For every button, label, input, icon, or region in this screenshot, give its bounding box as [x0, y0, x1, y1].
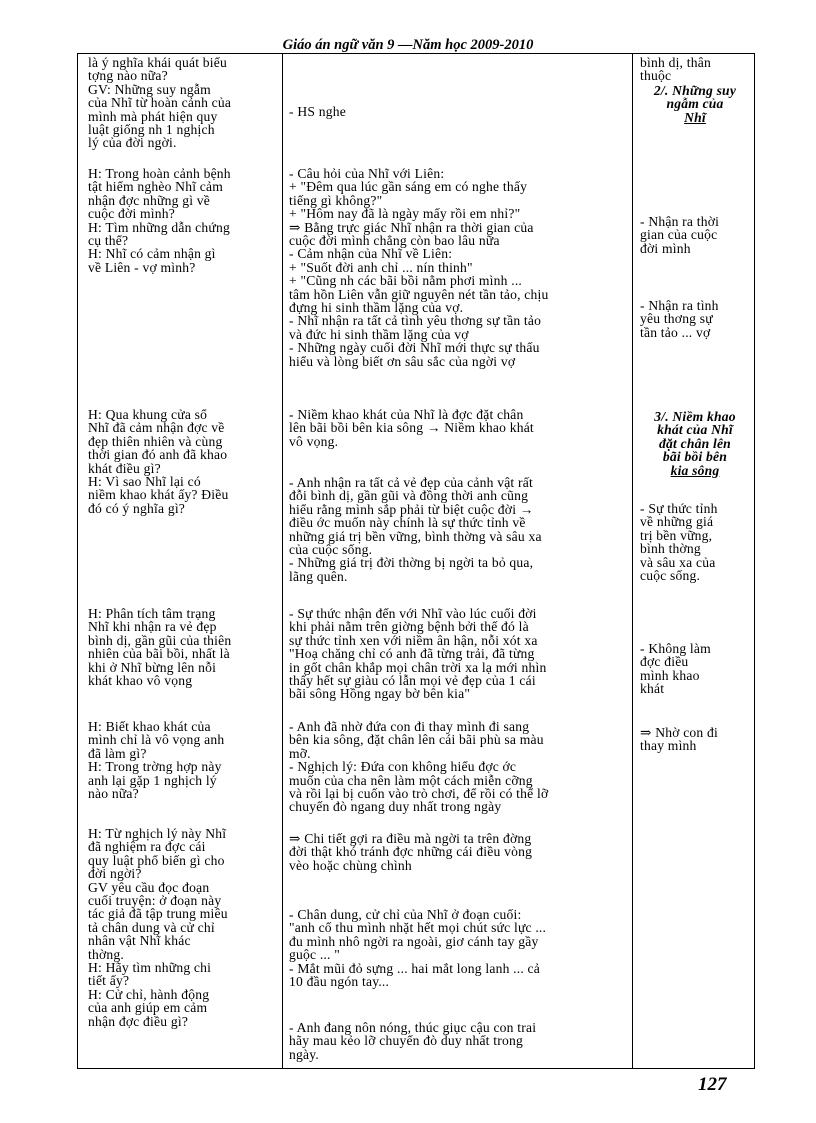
- col3-block: [640, 642, 750, 696]
- text-line: đã làm gì?: [88, 745, 147, 761]
- text-line: tác giả đã tập trung miêu: [88, 906, 228, 922]
- text-line: điều ớc muốn này chính là sự thức tỉnh về: [289, 515, 526, 531]
- text-line: - HS nghe: [289, 104, 346, 119]
- text-line: gian của cuộc: [640, 227, 718, 243]
- text-line: bình dị, gần gũi của thiên: [88, 632, 232, 648]
- text-line: nhân vật Nhĩ khác: [88, 933, 191, 949]
- text-line: tợng nào nữa?: [88, 68, 168, 84]
- column-divider-1: [282, 53, 283, 1069]
- text-line: yêu thơng sự: [640, 311, 713, 327]
- text-line: - Nhận ra tình: [640, 298, 719, 313]
- text-line: thời gian đó anh đã khao: [88, 447, 228, 463]
- text-line: hiểu và lòng biết ơn sâu sắc của ngời vợ: [289, 353, 516, 369]
- text-line: đỗi bình dị, gần gũi và đồng thời anh cũng: [289, 488, 529, 504]
- text-line: tiếng gì không?": [289, 192, 383, 208]
- text-line: - Nghịch lý: Đứa con không hiểu đợc ớc: [289, 759, 517, 775]
- text-line: khi ở Nhĩ bừng lên nỗi: [88, 659, 217, 675]
- text-line: - Anh đang nôn nóng, thúc giục cậu con trai: [289, 1020, 537, 1035]
- text-line: + "Đêm qua lúc gần sáng em có nghe thấy: [289, 179, 528, 195]
- col2-block: [289, 908, 623, 988]
- text-line: - Cảm nhận của Nhĩ về Liên:: [289, 246, 453, 262]
- text-line: + "Hôm nay đã là ngày mấy rồi em nhỉ?": [289, 206, 521, 222]
- text-line: - Anh đã nhờ đứa con đi thay mình đi sang: [289, 719, 530, 734]
- text-line: - Anh nhận ra tất cả vẻ đẹp của cảnh vật rất: [289, 475, 533, 490]
- text-line: đời mình: [640, 240, 691, 256]
- col2-block: [289, 832, 623, 872]
- text-line: muốn của cha nên làm một cách miễn cỡng: [289, 772, 533, 788]
- text-line: của cuộc sống.: [289, 542, 373, 558]
- text-line: trị bền vững,: [640, 527, 713, 543]
- text-line: đẹp thiên nhiên và cùng: [88, 433, 223, 449]
- text-line: đựng hi sinh thầm lặng của vợ.: [289, 300, 464, 316]
- text-line: GV: Những suy ngẫm: [88, 81, 211, 97]
- text-line: nhận đợc điều gì?: [88, 1013, 189, 1029]
- text-line: Nhĩ khi nhận ra vẻ đẹp: [88, 619, 217, 635]
- section-heading-line: đặt chân lên: [659, 435, 731, 451]
- text-line: đợc điều: [640, 654, 689, 670]
- text-line: - Những ngày cuối đời Nhĩ mới thực sự thấu: [289, 340, 540, 356]
- text-line: khi phải nằm trên giờng bệnh bởi thế đó là: [289, 619, 529, 635]
- col3-block: [640, 502, 750, 582]
- text-line: ⇒ Nhờ con đi: [640, 725, 718, 740]
- text-line: - Chân dung, cử chỉ của Nhĩ ở đoạn cuối:: [289, 907, 522, 922]
- text-line: lý của đời ngời.: [88, 135, 177, 151]
- text-line: và đức hi sinh thầm lặng của vợ: [289, 326, 469, 342]
- text-line: lên bãi bồi bên kia sông → Niềm khao khát: [289, 420, 534, 436]
- col3-block: [640, 299, 750, 339]
- text-line: của Nhĩ từ hoàn cảnh của: [88, 95, 232, 111]
- col3-block: [640, 410, 750, 477]
- section-heading-line: 2/. Những suy: [653, 83, 737, 98]
- col2-block: [289, 167, 623, 368]
- text-line: Nhĩ đã cảm nhận đợc về: [88, 420, 225, 436]
- text-line: hiểu rằng mình sắp phải từ biệt cuộc đời →: [289, 501, 534, 517]
- text-line: quy luật phổ biến gì cho: [88, 852, 225, 868]
- text-line: cuối truyện: ở đoạn này: [88, 893, 222, 909]
- text-line: của anh giúp em cảm: [88, 1000, 208, 1016]
- text-line: tiết ấy?: [88, 973, 130, 989]
- text-line: đó có ý nghĩa gì?: [88, 500, 186, 516]
- text-line: thấy hết sự giàu có lẫn mọi vẻ đẹp của 1 cái: [289, 673, 536, 689]
- section-heading-line: 3/. Niềm khao: [654, 409, 736, 424]
- col2-block: [289, 105, 623, 118]
- page-number: 127: [698, 1074, 727, 1095]
- text-line: in gốt chân khắp mọi chân trời xa lạ mới nhìn: [289, 659, 547, 675]
- text-line: đu mình nhô ngời ra ngoài, giơ cánh tay gầy: [289, 933, 539, 949]
- col1-block: [88, 408, 275, 515]
- col1-block: [88, 56, 275, 150]
- text-line: "anh cố thu mình nhặt hết mọi chút sức lực ...: [289, 920, 547, 936]
- col1-block: [88, 607, 275, 687]
- text-line: về những giá: [640, 514, 714, 530]
- text-line: đời thật khó tránh đợc những cái điều vòng: [289, 844, 533, 860]
- text-line: nhận đợc những gì về: [88, 192, 210, 208]
- text-line: tần tảo ... vợ: [640, 324, 711, 340]
- text-line: mỡ.: [289, 745, 311, 761]
- text-line: thay mình: [640, 738, 697, 754]
- text-line: - Câu hỏi của Nhĩ với Liên:: [289, 166, 445, 181]
- text-line: + "Cũng nh các bãi bồi nằm phơi mình ...: [289, 273, 523, 289]
- col1-block: [88, 167, 275, 274]
- footer-rule: [77, 1068, 753, 1069]
- text-line: H: Trong hoàn cảnh bệnh: [88, 166, 231, 181]
- text-line: - Mắt mũi đỏ sựng ... hai mắt long lanh ... cả: [289, 960, 541, 976]
- text-line: guộc ... ": [289, 947, 340, 963]
- text-line: bên kia sông, đặt chân lên cái bãi phù sa màu: [289, 732, 544, 748]
- text-line: khát khao vô vọng: [88, 673, 193, 689]
- text-line: "Hoạ chăng chỉ có anh đã từng trải, đã từng: [289, 646, 535, 662]
- col3-block: [640, 56, 750, 83]
- text-line: 10 đầu ngón tay...: [289, 974, 390, 990]
- text-line: mình khao: [640, 667, 700, 683]
- col2-block: [289, 607, 623, 701]
- text-line: mình mà phát hiện quy: [88, 108, 218, 124]
- text-line: cuộc đời mình?: [88, 206, 175, 222]
- section-heading-line: Nhĩ: [684, 109, 706, 125]
- text-line: đã nghiệm ra đợc cái: [88, 839, 206, 855]
- text-line: - Những giá trị đời thờng bị ngời ta bỏ qua,: [289, 555, 534, 571]
- text-line: về Liên - vợ mình?: [88, 259, 196, 275]
- text-line: bình dị, thân: [640, 55, 711, 70]
- text-line: vô vọng.: [289, 433, 339, 449]
- page-header: Giáo án ngữ văn 9 —Năm học 2009-2010: [282, 37, 534, 53]
- col2-block: [289, 476, 623, 583]
- text-line: - Nhận ra thời: [640, 214, 720, 229]
- text-line: ngày.: [289, 1046, 319, 1062]
- text-line: niềm khao khát ấy? Điều: [88, 487, 229, 503]
- text-line: vèo hoặc chùng chình: [289, 857, 412, 873]
- section-heading-line: bãi bồi bên: [662, 449, 728, 465]
- text-line: khát điều gì?: [88, 460, 161, 476]
- column-divider-2: [632, 53, 633, 1069]
- text-line: H: Hãy tìm những chi: [88, 960, 212, 976]
- text-line: anh lại gặp 1 nghịch lý: [88, 772, 217, 788]
- col2-block: [289, 1021, 623, 1061]
- col3-block: [640, 215, 750, 255]
- section-heading-line: kia sông: [670, 462, 720, 478]
- text-line: - Niềm khao khát của Nhĩ là đợc đặt chân: [289, 407, 524, 422]
- text-line: - Sự thức tỉnh: [640, 501, 718, 516]
- text-line: + "Suốt đời anh chỉ ... nín thinh": [289, 259, 473, 275]
- text-line: những giá trị bền vững, bình thờng và sâu xa: [289, 528, 542, 544]
- text-line: - Sự thức nhận đến với Nhĩ vào lúc cuối đời: [289, 606, 537, 621]
- text-line: tật hiểm nghèo Nhĩ cảm: [88, 179, 224, 195]
- text-line: H: Nhĩ có cảm nhận gì: [88, 246, 216, 262]
- text-line: - Nhĩ nhận ra tất cả tình yêu thơng sự tần tảo: [289, 313, 542, 329]
- text-line: là ý nghĩa khái quát biểu: [88, 55, 228, 70]
- section-heading-line: ngẫm của: [666, 96, 724, 112]
- section-heading-line: khát của Nhĩ: [657, 422, 733, 438]
- text-line: nào nữa?: [88, 786, 139, 802]
- col3-block: [640, 726, 750, 753]
- col1-block: [88, 720, 275, 800]
- col1-block: [88, 827, 275, 1028]
- text-line: nhiên của bãi bồi, nhất là: [88, 646, 230, 662]
- text-line: H: Trong trờng hợp này: [88, 759, 222, 775]
- text-line: đời ngời?: [88, 866, 142, 882]
- text-line: sự thức tỉnh xen với niềm ân hận, nỗi xót xa: [289, 632, 538, 648]
- text-line: H: Qua khung cửa sổ: [88, 407, 208, 422]
- text-line: tâm hồn Liên vẫn giữ nguyên nét tần tảo, chịu: [289, 286, 549, 302]
- text-line: cuộc sống.: [640, 568, 701, 584]
- text-line: thờng.: [88, 946, 124, 962]
- text-line: H: Từ nghịch lý này Nhĩ: [88, 826, 227, 841]
- text-line: và sâu xa của: [640, 554, 716, 570]
- text-line: H: Tìm những dẫn chứng: [88, 219, 230, 235]
- text-line: ⇒ Chi tiết gợi ra điều mà ngời ta trên đờng: [289, 831, 532, 846]
- col3-block: [640, 84, 750, 124]
- text-line: tả chân dung và cử chỉ: [88, 919, 215, 935]
- text-line: bình thờng: [640, 541, 701, 557]
- text-line: cuộc đời mình chẳng còn bao lâu nữa: [289, 233, 500, 249]
- text-line: ⇒ Bằng trực giác Nhĩ nhận ra thời gian của: [289, 219, 534, 235]
- col2-block: [289, 408, 623, 448]
- text-line: cụ thể?: [88, 233, 129, 249]
- col2-block: [289, 720, 623, 814]
- text-line: mình chỉ là vô vọng anh: [88, 732, 225, 748]
- text-line: bãi sông Hồng ngay bờ bên kia": [289, 686, 471, 702]
- text-line: H: Biết khao khát của: [88, 719, 211, 734]
- text-line: H: Phân tích tâm trạng: [88, 606, 216, 621]
- text-line: khát: [640, 681, 665, 697]
- text-line: - Không làm: [640, 641, 711, 656]
- text-line: GV yêu cầu đọc đoạn: [88, 879, 210, 895]
- text-line: H: Cử chỉ, hành động: [88, 986, 210, 1002]
- text-line: thuộc: [640, 68, 672, 84]
- text-line: lãng quên.: [289, 568, 348, 584]
- text-line: H: Vì sao Nhĩ lại có: [88, 474, 201, 490]
- text-line: luật giống nh 1 nghịch: [88, 122, 215, 138]
- text-line: hãy mau kẻo lỡ chuyến đò duy nhất trong: [289, 1033, 523, 1049]
- text-line: chuyến đò ngang duy nhất trong ngày: [289, 799, 502, 815]
- text-line: và rồi lại bị cuốn vào trò chơi, để rồi có thể lỡ: [289, 786, 549, 802]
